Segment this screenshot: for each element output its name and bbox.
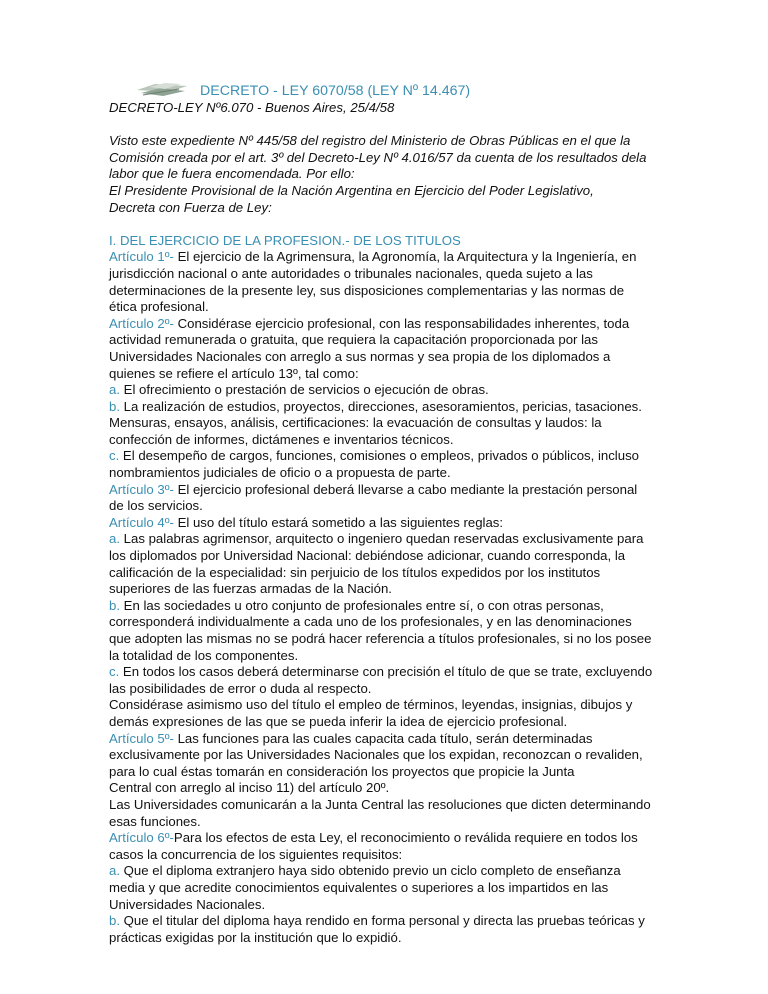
paragraph-label: b. [109,913,120,929]
paragraph-label: Artículo 2º- [109,315,174,331]
paragraph-text: Que el diploma extranjero haya sido obtenido previo un ciclo completo de enseñanza media y que acredite conocimientos equivalentes o superiores a los impartidos en las Universidades Nacionales. [109,863,621,912]
article-paragraph [109,249,655,315]
paragraph-label: a. [109,382,120,398]
list-item [109,598,655,664]
document-body [109,100,655,946]
paragraph-text: El uso del título estará sometido a las siguientes reglas: [173,514,504,530]
paragraph-text: El ejercicio de la Agrimensura, la Agronomía, la Arquitectura y la Ingeniería, en jurisdicción nacional o ante autoridades o tribunales nacionales, queda sujeto a las determinaciones de la presente ley, sus disposiciones complementarias y las normas de ética profesional. [109,249,637,315]
paragraph-label: c. [109,448,120,464]
paragraph-label: Artículo 1º- [109,249,174,265]
preamble-paragraph: El Presidente Provisional de la Nación Argentina en Ejercicio del Poder Legislativo, [109,182,594,198]
paragraph-text: Considérase ejercicio profesional, con las responsabilidades inherentes, toda actividad remunerada o gratuita, que requiera la capacitación proporcionada por las Universidades Nacionales con arreglo a sus normas y sea propia de los diplomados a quienes se refiere el artículo 13º, tal como: [109,315,630,381]
body-paragraph [109,797,655,830]
article-paragraph [109,830,655,863]
list-item [109,863,655,913]
paragraph-text: Las funciones para las cuales capacita cada título, serán determinadas exclusivamente por las Universidades Nacionales que los expidan, reconozcan o revaliden, para lo cual éstas tomarán en consideración los proyectos que propicie la Junta [109,730,643,779]
paragraph-label: b. [109,398,120,414]
list-item [109,448,655,481]
paragraph-text: El ofrecimiento o prestación de servicios o ejecución de obras. [120,382,489,398]
article-paragraph [109,482,655,515]
paragraph-text: Para los efectos de esta Ley, el reconocimiento o reválida requiere en todos los casos la concurrencia de los siguientes requisitos: [109,830,638,862]
paragraph-text: El ejercicio profesional deberá llevarse a cabo mediante la prestación personal de los servicios. [109,481,638,514]
article-paragraph [109,316,655,382]
article-paragraph [109,515,655,532]
paragraph-text: Considérase asimismo uso del título el empleo de términos, leyendas, insignias, dibujos y demás expresiones de las que se pueda inferir la idea de ejercicio profesional. [109,697,633,729]
paragraph-text: Que el titular del diploma haya rendido en forma personal y directa las pruebas teóricas y prácticas exigidas por la institución que lo expidió. [109,913,645,945]
paragraph-text: Las palabras agrimensor, arquitecto o ingeniero quedan reservadas exclusivamente para los diplomados por Universidad Nacional: debiéndose adicionar, cuando corresponda, la calificación de la especialidad: sin perjuicio de los títulos expedidos por los institutos superiores de las fuerzas armadas de la Nación. [109,531,644,597]
body-paragraph [109,780,655,797]
document-subtitle: DECRETO-LEY Nº6.070 - Buenos Aires, 25/4/58 [109,100,395,115]
paragraph-text: Las Universidades comunicarán a la Junta Central las resoluciones que dicten determinando esas funciones. [109,796,651,829]
logo-icon [135,80,189,100]
paragraph-text: Central con arreglo al inciso 11) del artículo 20º. [109,780,390,796]
paragraph-text: En las sociedades u otro conjunto de profesionales entre sí, o con otras personas, corresponderá individualmente a cada uno de los profesionales, y en las denominaciones que adopten las mismas no se podrá hacer referencia a títulos profesionales, si no los posee la totalidad de los componentes. [109,597,652,663]
paragraph-label: Artículo 6º- [109,830,174,846]
paragraph-text: La realización de estudios, proyectos, direcciones, asesoramientos, pericias, tasaciones. Mensuras, ensayos, análisis, certificaciones: la evacuación de consultas y laudos: la confección de informes, dictámenes e inventarios técnicos. [109,398,642,447]
body-paragraph [109,697,655,730]
paragraph-label: Artículo 3º- [109,481,174,497]
preamble-paragraph: Decreta con Fuerza de Ley: [109,199,272,215]
paragraph-label: Artículo 4º- [109,514,174,530]
list-item [109,399,655,449]
article-paragraph [109,731,655,781]
list-item [109,531,655,597]
paragraph-label: b. [109,597,120,613]
paragraph-label: a. [109,863,120,879]
paragraph-text: En todos los casos deberá determinarse con precisión el título de que se trate, excluyendo las posibilidades de error o duda al respecto. [109,664,653,696]
list-item [109,664,655,697]
list-item [109,913,655,946]
paragraph-label: Artículo 5º- [109,730,174,746]
paragraph-label: a. [109,531,120,547]
section-title: I. DEL EJERCICIO DE LA PROFESION.- DE LOS TITULOS [109,232,461,248]
document-title: DECRETO - LEY 6070/58 (LEY Nº 14.467) [200,83,471,99]
list-item [109,382,655,399]
paragraph-label: c. [109,664,120,680]
preamble-paragraph: Visto este expediente Nº 445/58 del registro del Ministerio de Obras Públicas en el que la Comisión creada por el art. 3º del Decreto-Ley Nº 4.016/57 da cuenta de los resultados dela labor que le fuera encomendada. Por ello: [109,133,647,182]
paragraph-text: El desempeño de cargos, funciones, comisiones o empleos, privados o públicos, incluso nombramientos judiciales de oficio o a propuesta de parte. [109,448,639,481]
